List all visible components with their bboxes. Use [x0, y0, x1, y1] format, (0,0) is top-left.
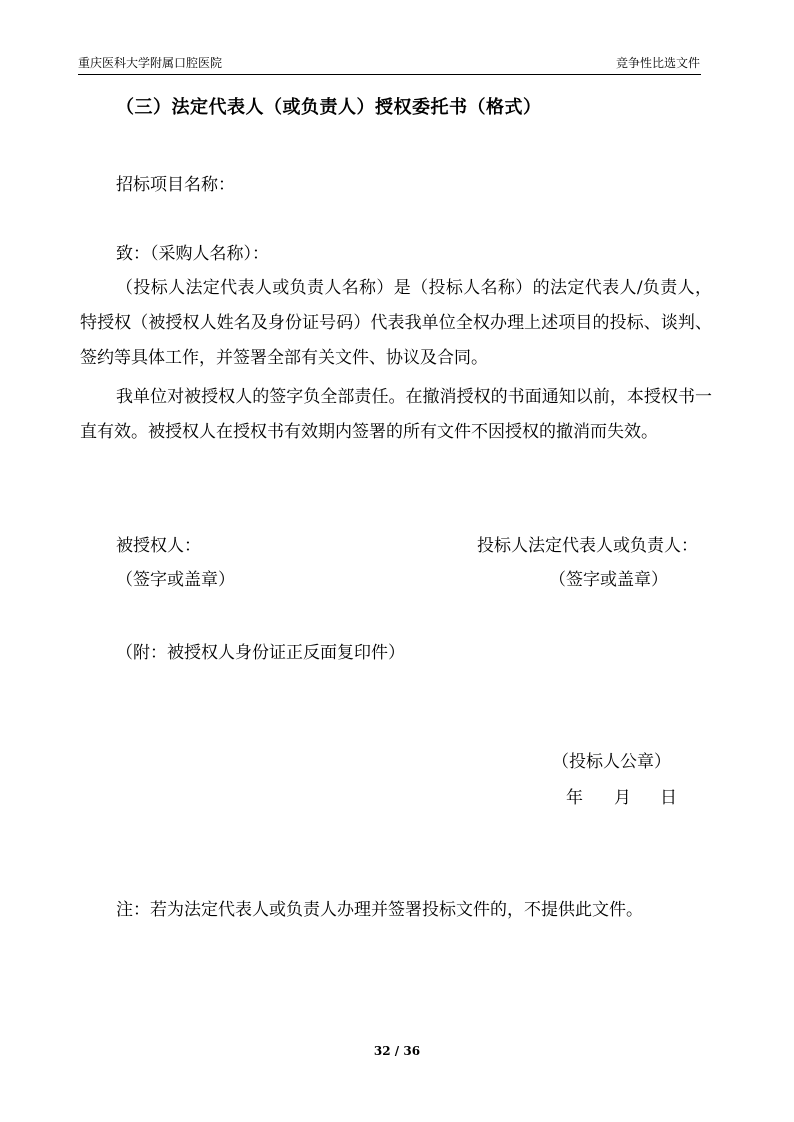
date-day: 日 [660, 788, 677, 808]
footnote: 注：若为法定代表人或负责人办理并签署投标文件的，不提供此文件。 [116, 900, 643, 920]
authorized-person-label: 被授权人： [116, 536, 201, 556]
page-number: 32 / 36 [373, 1044, 421, 1058]
date-year: 年 [566, 788, 583, 808]
attachment-note: （附：被授权人身份证正反面复印件） [116, 643, 405, 663]
company-seal-label: （投标人公章） [552, 752, 671, 772]
legal-representative-signature: （签字或盖章） [549, 570, 668, 590]
authorized-person-signature: （签字或盖章） [116, 570, 235, 590]
responsibility-paragraph: 我单位对被授权人的签字负全部责任。在撤消授权的书面通知以前，本授权书一直有效。被授权人在授权书有效期内签署的所有文件不因授权的撤消而失效。 [80, 387, 712, 442]
date-month: 月 [614, 788, 631, 808]
addressee-line: 致：（采购人名称）： [116, 244, 269, 264]
authorization-paragraph: （投标人法定代表人或负责人名称）是（投标人名称）的法定代表人/负责人，特授权（被授权人姓名及身份证号码）代表我单位全权办理上述项目的投标、谈判、签约等具体工作，并签署全部有关文件、协议及合同。 [80, 278, 712, 368]
legal-representative-label: 投标人法定代表人或负责人： [477, 536, 698, 556]
header-divider [78, 74, 701, 75]
page-title: （三）法定代表人（或负责人）授权委托书（格式） [116, 97, 542, 118]
header-document-type: 竞争性比选文件 [615, 56, 700, 70]
project-name-label: 招标项目名称： [116, 175, 235, 195]
header-organization: 重庆医科大学附属口腔医院 [78, 56, 223, 70]
